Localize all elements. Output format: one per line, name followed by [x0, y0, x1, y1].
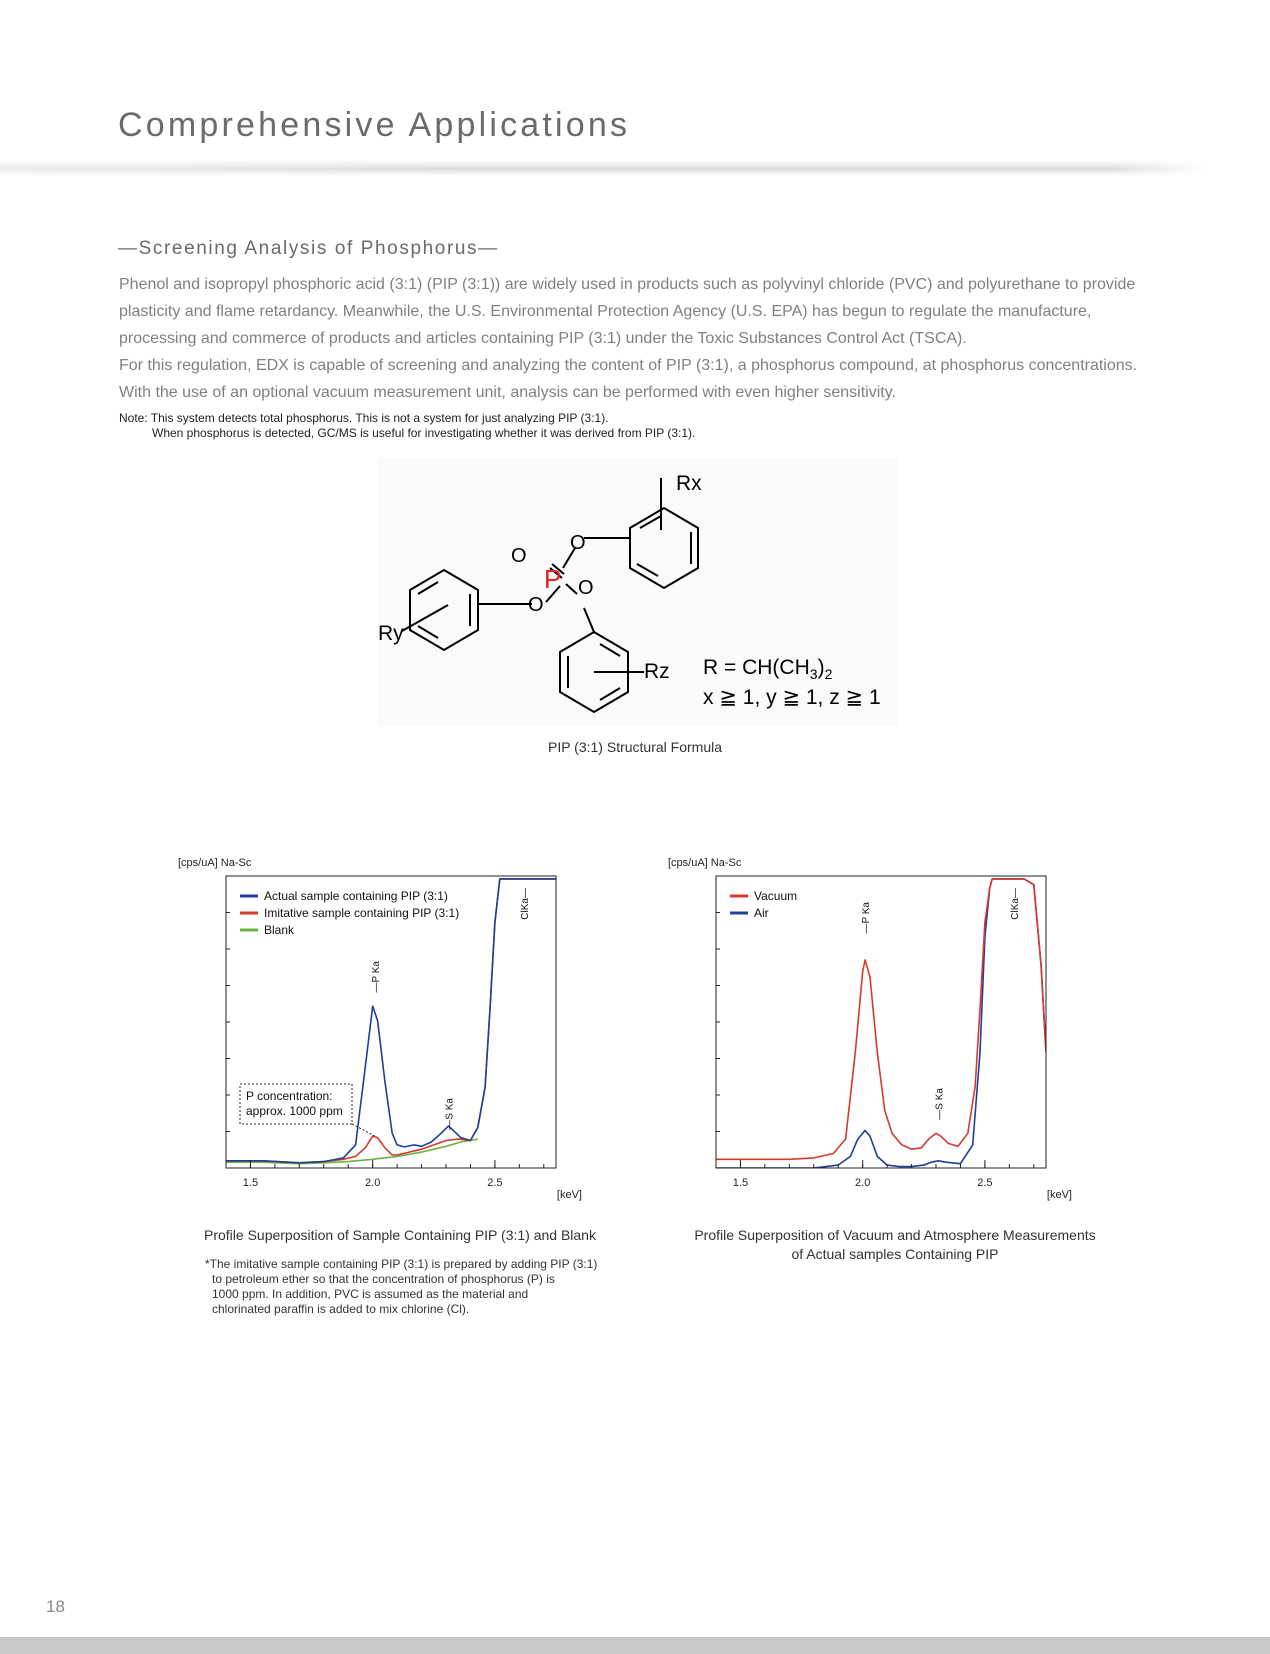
oxygen-label: O — [528, 594, 544, 616]
x-tick-label: 2.0 — [855, 1177, 871, 1189]
x-axis-label: [keV] — [1046, 1189, 1072, 1201]
rz-label: Rz — [644, 660, 670, 683]
footnote-line: 1000 ppm. In addition, PVC is assumed as the material and — [212, 1287, 529, 1301]
footnote-line: to petroleum ether so that the concentration of phosphorus (P) is — [212, 1272, 555, 1286]
note-block — [119, 411, 1019, 441]
chart-right — [660, 850, 1100, 1220]
series-line — [716, 879, 1046, 1159]
substitution-condition: x ≧ 1, y ≧ 1, z ≧ 1 — [703, 686, 881, 709]
peak-label: —P Ka — [371, 961, 383, 993]
page-title: Comprehensive Applications — [118, 106, 631, 144]
annotation-leader — [352, 1124, 375, 1136]
y-axis-label: [cps/uA] Na-Sc — [178, 857, 252, 869]
oxygen-label: O — [578, 577, 594, 599]
peak-label: ClKa— — [520, 888, 532, 920]
chart-right-caption-line: Profile Superposition of Vacuum and Atmosphere Measurements — [694, 1227, 1096, 1243]
chart-left-svg — [170, 850, 610, 1220]
body-paragraph: For this regulation, EDX is capable of screening and analyzing the content of PIP (3:1), a phosphorus compound, at phosphorus concentrations. With the use of an optional vacuum measurement unit, analysis can be performed with even higher sensitivity. — [119, 357, 1138, 401]
benzene-ring-bottom — [560, 632, 644, 712]
section-title: —Screening Analysis of Phosphorus— — [118, 238, 499, 259]
x-tick-label: 1.5 — [732, 1177, 749, 1189]
structural-formula-drawing — [378, 458, 898, 726]
benzene-ring-left — [402, 570, 478, 650]
chart-left-caption: Profile Superposition of Sample Containing PIP (3:1) and Blank — [204, 1227, 596, 1243]
annotation-text: P concentration: — [246, 1089, 333, 1103]
x-axis-label: [keV] — [556, 1189, 582, 1201]
note-line: Note: This system detects total phosphorus. This is not a system for just analyzing PIP (3:1). — [119, 411, 609, 425]
structure-caption: PIP (3:1) Structural Formula — [547, 739, 723, 755]
structural-formula — [378, 458, 898, 726]
legend-label: Air — [754, 906, 769, 920]
y-axis-label: [cps/uA] Na-Sc — [668, 857, 742, 869]
r-definition: $R = CH(CH_3)_2$ — [703, 656, 833, 682]
x-tick-label: 2.5 — [977, 1177, 993, 1189]
series-line — [716, 879, 1046, 1168]
legend-label: Imitative sample containing PIP (3:1) — [264, 906, 460, 920]
peak-label: —S Ka — [934, 1088, 946, 1120]
peak-label: —P Ka — [861, 902, 873, 934]
oxygen-double-bond-label: O — [511, 545, 527, 567]
body-text — [119, 271, 1164, 406]
series-group — [716, 879, 1046, 1168]
footnote-line: chlorinated paraffin is added to mix chlorine (Cl). — [212, 1302, 470, 1316]
oxygen-label: O — [570, 532, 586, 554]
body-paragraph: Phenol and isopropyl phosphoric acid (3:1) (PIP (3:1)) are widely used in products such as polyvinyl chloride (PVC) and polyurethane to provide plasticity and flame retardancy. Meanwhile, the U.S. Environmental Protection Agency (U.S. EPA) has begun to regulate the manufacture, processing and commerce of products and articles containing PIP (3:1) under the Toxic Substances Control Act (TSCA). — [119, 276, 1136, 347]
header-divider — [0, 160, 1205, 176]
note-line: When phosphorus is detected, GC/MS is useful for investigating whether it was derived from PIP (3:1). — [152, 426, 696, 440]
peak-label: ClKa— — [1010, 888, 1022, 920]
ry-label: Ry — [378, 622, 404, 645]
chart-right-caption — [660, 1226, 1130, 1264]
peak-label: —S Ka — [444, 1098, 456, 1130]
footer-bar — [0, 1637, 1270, 1654]
chart-right-svg — [660, 850, 1100, 1220]
x-tick-label: 1.5 — [242, 1177, 259, 1189]
legend-label: Vacuum — [754, 889, 798, 903]
x-tick-label: 2.0 — [365, 1177, 381, 1189]
rx-label: Rx — [676, 472, 702, 495]
footnote-line: *The imitative sample containing PIP (3:1) is prepared by adding PIP (3:1) — [205, 1257, 598, 1271]
legend-label: Blank — [264, 923, 295, 937]
page-number: 18 — [46, 1597, 65, 1616]
phosphorus-label: P — [544, 564, 562, 594]
chart-left — [170, 850, 610, 1220]
footnote — [205, 1257, 625, 1317]
annotation-text: approx. 1000 ppm — [246, 1104, 343, 1118]
legend-label: Actual sample containing PIP (3:1) — [264, 889, 448, 903]
chart-right-caption-line: of Actual samples Containing PIP — [791, 1246, 999, 1262]
x-tick-label: 2.5 — [487, 1177, 503, 1189]
